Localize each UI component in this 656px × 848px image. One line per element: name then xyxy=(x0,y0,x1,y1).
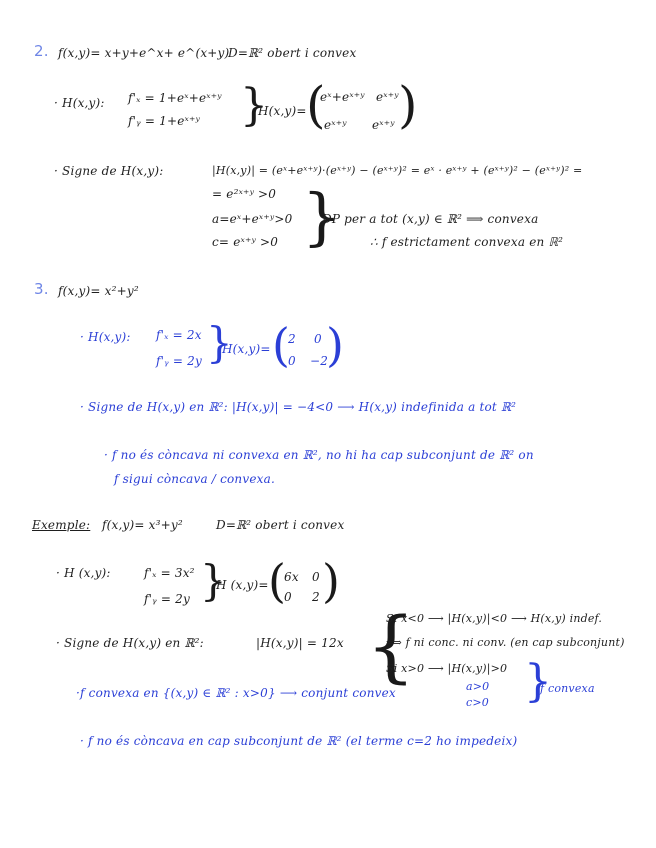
section-2-right-brace: } xyxy=(240,80,268,131)
section-2-hessian-label: · H(x,y): xyxy=(54,96,105,110)
section-2-matrix-m22: eˣ⁺ʸ xyxy=(372,118,395,132)
example-matrix-m12: 0 xyxy=(312,570,320,584)
section-3-right-brace: } xyxy=(206,318,233,367)
example-cases-brace: { xyxy=(366,602,416,692)
section-3-number: 3. xyxy=(34,280,49,298)
example-convexa-brace: } xyxy=(524,656,552,707)
section-2-c-line: c= eˣ⁺ʸ >0 xyxy=(212,235,279,249)
section-3-bullet-line1: · f no és còncava ni convexa en ℝ², no hi ha cap subconjunt de ℝ² on xyxy=(104,448,534,462)
section-2-fx: f'ₓ = 1+eˣ+eˣ⁺ʸ xyxy=(128,91,222,105)
example-right-brace: } xyxy=(200,556,227,605)
section-3-sign-line: · Signe de H(x,y) en ℝ²: |H(x,y)| = −4<0 ⟶ H(x,y) indefinida a tot ℝ² xyxy=(80,400,517,414)
example-case1: Si x<0 ⟶ |H(x,y)|<0 ⟶ H(x,y) indef. xyxy=(386,612,603,625)
section-3-fy: f'ᵧ = 2y xyxy=(156,354,202,368)
example-matrix-m11: 6x xyxy=(284,570,299,584)
section-3-matrix-m22: −2 xyxy=(310,354,329,368)
section-2-function: f(x,y)= x+y+e^x+ e^(x+y) xyxy=(58,46,230,60)
example-convexa-right: f convexa xyxy=(540,682,595,695)
example-matrix-m21: 0 xyxy=(284,590,292,604)
example-label: Exemple: xyxy=(32,518,91,532)
example-convex-line: ·f convexa en {(x,y) ∈ ℝ² : x>0} ⟶ conjunt convex xyxy=(76,686,396,700)
section-2-matrix-m21: eˣ⁺ʸ xyxy=(324,118,347,132)
example-det: |H(x,y)| = 12x xyxy=(256,636,344,650)
section-2-a-line: a=eˣ+eˣ⁺ʸ>0 xyxy=(212,212,293,226)
example-matrix-left-paren: ( xyxy=(268,554,286,608)
section-3-matrix-left-paren: ( xyxy=(272,318,290,372)
section-3-fx: f'ₓ = 2x xyxy=(156,328,202,342)
example-hessian-label: · H (x,y): xyxy=(56,566,111,580)
example-fx: f'ₓ = 3x² xyxy=(144,566,195,580)
section-3-bullet-line2: f sigui còncava / convexa. xyxy=(114,472,275,486)
section-3-function: f(x,y)= x²+y² xyxy=(58,284,139,298)
section-2-sign-label: · Signe de H(x,y): xyxy=(54,164,164,178)
section-2-matrix-left-paren: ( xyxy=(306,76,326,134)
example-fy: f'ᵧ = 2y xyxy=(144,592,190,606)
example-hessian-eq: H (x,y)= xyxy=(216,578,269,592)
section-3-hessian-label: · H(x,y): xyxy=(80,330,131,344)
section-2-hessian-eq: H(x,y)= xyxy=(258,104,307,118)
example-a-cond: a>0 xyxy=(466,680,490,693)
example-matrix-right-paren: ) xyxy=(322,554,340,608)
section-2-number: 2. xyxy=(34,42,49,60)
section-2-matrix-right-paren: ) xyxy=(398,76,418,134)
example-matrix-m22: 2 xyxy=(312,590,320,604)
example-case1b: ⟹ f ni conc. ni conv. (en cap subconjunt) xyxy=(386,636,625,649)
section-3-matrix-m12: 0 xyxy=(314,332,322,346)
section-2-domain: D=ℝ² obert i convex xyxy=(228,46,357,60)
example-domain: D=ℝ² obert i convex xyxy=(216,518,345,532)
example-final-line: · f no és còncava en cap subconjunt de ℝ² (el terme c=2 ho impedeix) xyxy=(80,734,518,748)
section-2-fy: f'ᵧ = 1+eˣ⁺ʸ xyxy=(128,114,200,128)
section-2-det-line2: = e²ˣ⁺ʸ >0 xyxy=(212,187,277,201)
example-sign-label: · Signe de H(x,y) en ℝ²: xyxy=(56,636,204,650)
section-2-dp-brace: } xyxy=(302,180,342,253)
example-case2: Si x>0 ⟶ |H(x,y)|>0 xyxy=(386,662,508,675)
section-3-matrix-m11: 2 xyxy=(288,332,296,346)
section-2-dp-line: DP per a tot (x,y) ∈ ℝ² ⟹ convexa xyxy=(322,212,539,226)
example-c-cond: c>0 xyxy=(466,696,489,709)
section-2-matrix-m12: eˣ⁺ʸ xyxy=(376,90,399,104)
section-3-matrix-m21: 0 xyxy=(288,354,296,368)
section-2-conclusion: ∴ f estrictament convexa en ℝ² xyxy=(370,235,564,249)
section-3-hessian-eq: H(x,y)= xyxy=(222,342,271,356)
section-3-matrix-right-paren: ) xyxy=(326,318,344,372)
example-function: f(x,y)= x³+y² xyxy=(102,518,183,532)
section-2-matrix-m11: eˣ+eˣ⁺ʸ xyxy=(320,90,365,104)
section-2-det-line1: |H(x,y)| = (eˣ+eˣ⁺ʸ)·(eˣ⁺ʸ) − (eˣ⁺ʸ)² = eˣ · eˣ⁺ʸ + (eˣ⁺ʸ)² − (eˣ⁺ʸ)² = xyxy=(212,164,583,177)
